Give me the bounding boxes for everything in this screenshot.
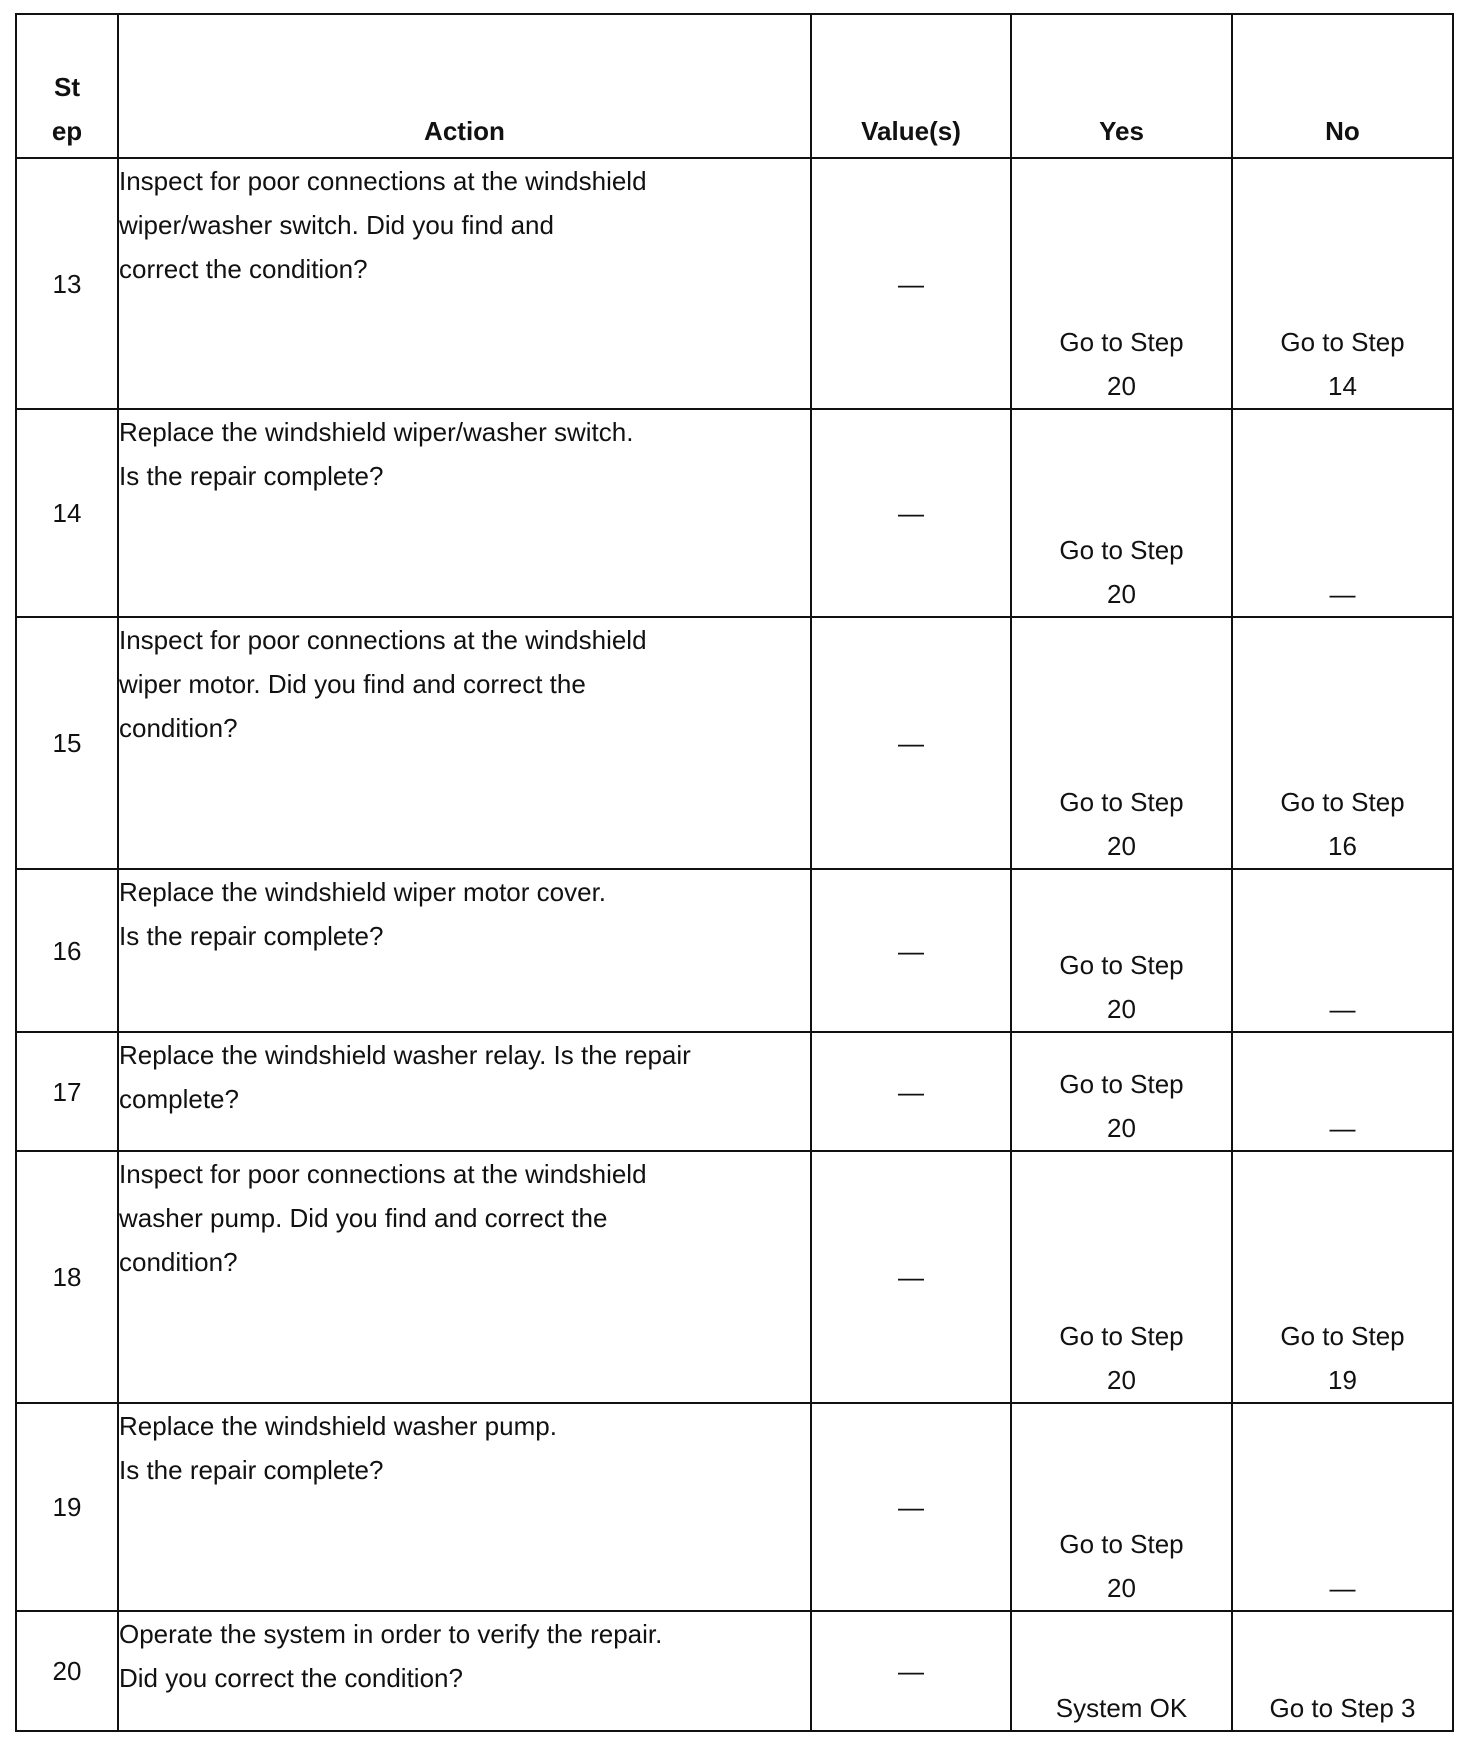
value-cell: — bbox=[811, 1032, 1011, 1151]
yes-result: Go to Step 20 bbox=[1011, 617, 1232, 869]
no-result: — bbox=[1232, 1032, 1453, 1151]
action-text: Replace the windshield wiper motor cover. Is the repair complete? bbox=[118, 869, 811, 1032]
step-number: 20 bbox=[16, 1611, 118, 1731]
header-step: St ep bbox=[16, 14, 118, 158]
value-cell: — bbox=[811, 409, 1011, 617]
no-result: Go to Step 19 bbox=[1232, 1151, 1453, 1403]
no-result: Go to Step 3 bbox=[1232, 1611, 1453, 1731]
header-action: Action bbox=[118, 14, 811, 158]
no-result: — bbox=[1232, 1403, 1453, 1611]
value-cell: — bbox=[811, 617, 1011, 869]
value-cell: — bbox=[811, 1403, 1011, 1611]
yes-result: Go to Step 20 bbox=[1011, 158, 1232, 409]
table-row bbox=[16, 1032, 1453, 1151]
yes-result: Go to Step 20 bbox=[1011, 1032, 1232, 1151]
step-number: 14 bbox=[16, 409, 118, 617]
action-text: Operate the system in order to verify the repair. Did you correct the condition? bbox=[118, 1611, 811, 1731]
action-text: Replace the windshield washer relay. Is the repair complete? bbox=[118, 1032, 811, 1151]
action-text: Inspect for poor connections at the windshield wiper/washer switch. Did you find and correct the condition? bbox=[118, 158, 811, 409]
table-row bbox=[16, 1403, 1453, 1611]
no-result: Go to Step 16 bbox=[1232, 617, 1453, 869]
table-row bbox=[16, 1611, 1453, 1731]
yes-result: Go to Step 20 bbox=[1011, 409, 1232, 617]
no-result: — bbox=[1232, 409, 1453, 617]
value-cell: — bbox=[811, 158, 1011, 409]
value-cell: — bbox=[811, 1611, 1011, 1731]
diagnostic-table bbox=[15, 13, 1454, 1732]
step-number: 17 bbox=[16, 1032, 118, 1151]
action-text: Inspect for poor connections at the windshield washer pump. Did you find and correct the condition? bbox=[118, 1151, 811, 1403]
step-number: 18 bbox=[16, 1151, 118, 1403]
header-values: Value(s) bbox=[811, 14, 1011, 158]
no-result: Go to Step 14 bbox=[1232, 158, 1453, 409]
step-number: 16 bbox=[16, 869, 118, 1032]
yes-result: System OK bbox=[1011, 1611, 1232, 1731]
table-row bbox=[16, 869, 1453, 1032]
action-text: Inspect for poor connections at the windshield wiper motor. Did you find and correct the condition? bbox=[118, 617, 811, 869]
header-yes: Yes bbox=[1011, 14, 1232, 158]
table-row bbox=[16, 409, 1453, 617]
action-text: Replace the windshield wiper/washer switch. Is the repair complete? bbox=[118, 409, 811, 617]
step-number: 19 bbox=[16, 1403, 118, 1611]
table-row bbox=[16, 617, 1453, 869]
yes-result: Go to Step 20 bbox=[1011, 1403, 1232, 1611]
value-cell: — bbox=[811, 1151, 1011, 1403]
action-text: Replace the windshield washer pump. Is the repair complete? bbox=[118, 1403, 811, 1611]
step-number: 15 bbox=[16, 617, 118, 869]
yes-result: Go to Step 20 bbox=[1011, 869, 1232, 1032]
table-row bbox=[16, 1151, 1453, 1403]
table-row bbox=[16, 158, 1453, 409]
no-result: — bbox=[1232, 869, 1453, 1032]
step-number: 13 bbox=[16, 158, 118, 409]
value-cell: — bbox=[811, 869, 1011, 1032]
header-no: No bbox=[1232, 14, 1453, 158]
header-row bbox=[16, 14, 1453, 158]
yes-result: Go to Step 20 bbox=[1011, 1151, 1232, 1403]
